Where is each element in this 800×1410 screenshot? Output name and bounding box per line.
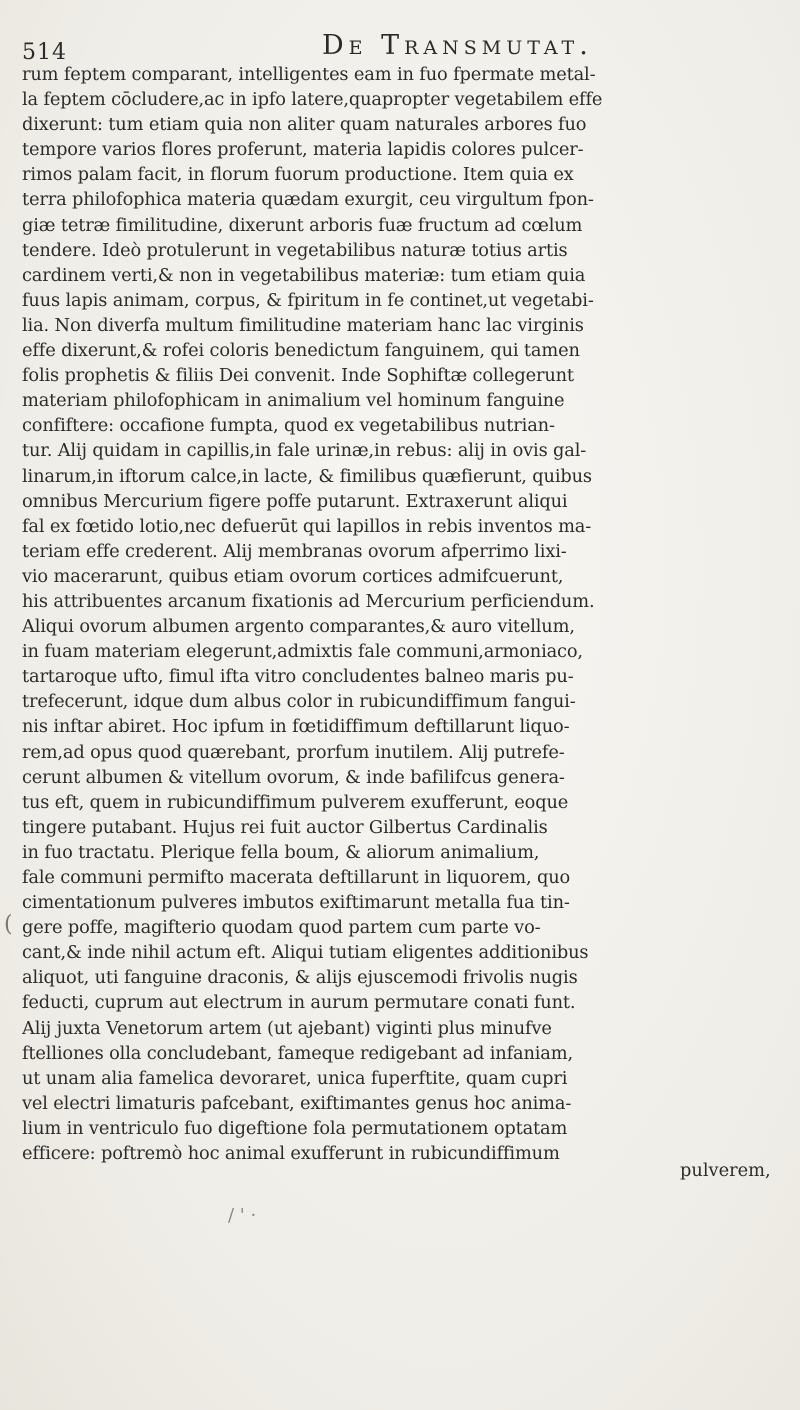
text-line: vio macerarunt, quibus etiam ovorum cortices admifcuerunt, — [22, 565, 564, 587]
text-line: terra philofophica materia quædam exurgit, ceu virgultum fpon- — [22, 189, 594, 211]
text-line: linarum,in iftorum calce,in lacte, & fimilibus quæfierunt, quibus — [22, 465, 592, 487]
text-line: materiam philofophicam in animalium vel hominum fanguine — [22, 390, 565, 412]
margin-mark: ( — [4, 912, 13, 937]
text-line: folis prophetis & filiis Dei convenit. Inde Sophiftæ collegerunt — [22, 365, 574, 387]
text-line: ftelliones olla concludebant, fameque redigebant ad infaniam, — [22, 1042, 573, 1064]
text-line: tur. Alij quidam in capillis,in fale urinæ,in rebus: alij in ovis gal- — [22, 440, 587, 462]
text-line: in fuo tractatu. Plerique fella boum, & aliorum animalium, — [22, 841, 540, 863]
text-line: giæ tetræ fimilitudine, dixerunt arboris fuæ fructum ad cœlum — [22, 214, 583, 236]
text-line: teriam effe crederent. Alij membranas ovorum afperrimo lixi- — [22, 540, 567, 562]
text-line: Aliqui ovorum albumen argento comparantes,& auro vitellum, — [22, 616, 575, 638]
text-line: aliquot, uti fanguine draconis, & alijs ejuscemodi frivolis nugis — [22, 967, 578, 989]
text-line: tus eft, quem in rubicundiffimum pulverem exufferunt, eoque — [22, 791, 569, 813]
text-line: gere poffe, magifterio quodam quod partem cum parte vo- — [22, 917, 541, 939]
text-line: cant,& inde nihil actum eft. Aliqui tutiam eligentes additionibus — [22, 942, 589, 964]
text-line: dixerunt: tum etiam quia non aliter quam naturales arbores fuo — [22, 114, 587, 136]
catchword: pulverem, — [680, 1160, 771, 1181]
stray-mark: / ' · — [228, 1205, 257, 1226]
text-line: fale communi permifto macerata deftillarunt in liquorem, quo — [22, 867, 571, 888]
text-line: tartaroque ufto, fimul ifta vitro concludentes balneo maris pu- — [22, 666, 574, 688]
text-line: ut unam alia famelica devoraret, unica fuperftite, quam cupri — [22, 1067, 568, 1089]
text-body — [22, 62, 784, 1166]
text-line: nis inftar abiret. Hoc ipfum in fœtidiffimum deftillarunt liquo- — [22, 716, 570, 738]
text-line: fuus lapis animam, corpus, & fpiritum in fe continet,ut vegetabi- — [22, 289, 594, 311]
text-line: cimentationum pulveres imbutos exiftimarunt metalla fua tin- — [22, 892, 570, 914]
text-line: in fuam materiam elegerunt,admixtis fale communi,armoniaco, — [22, 641, 583, 663]
text-line: his attribuentes arcanum fixationis ad Mercurium perficiendum. — [22, 590, 595, 612]
text-line: tingere putabant. Hujus rei fuit auctor Gilbertus Cardinalis — [22, 816, 548, 838]
text-line: trefecerunt, idque dum albus color in rubicundiffimum fangui- — [22, 691, 576, 713]
text-line: lium in ventriculo fuo digeftione fola permutationem optatam — [22, 1117, 568, 1139]
text-line: confiftere: occafione fumpta, quod ex vegetabilibus nutrian- — [22, 415, 555, 437]
running-title: De Transmutat. — [322, 30, 593, 61]
text-line: rum feptem comparant, intelligentes eam in fuo fpermate metal- — [22, 64, 596, 85]
text-line: cerunt albumen & vitellum ovorum, & inde bafilifcus genera- — [22, 766, 565, 788]
text-line: effe dixerunt,& rofei coloris benedictum fanguinem, qui tamen — [22, 340, 580, 362]
text-line: rimos palam facit, in florum fuorum productione. Item quia ex — [22, 164, 574, 186]
text-line: la feptem cōcludere,ac in ipfo latere,quapropter vegetabilem effe — [22, 89, 603, 111]
text-line: cardinem verti,& non in vegetabilibus materiæ: tum etiam quia — [22, 264, 586, 286]
text-line: efficere: poftremò hoc animal exufferunt in rubicundiffimum — [22, 1143, 560, 1165]
text-line: feducti, cuprum aut electrum in aurum permutare conati funt. — [22, 992, 576, 1014]
text-line: omnibus Mercurium figere poffe putarunt. Extraxerunt aliqui — [22, 490, 568, 512]
text-line: vel electri limaturis pafcebant, exiftimantes genus hoc anima- — [22, 1092, 572, 1114]
text-line: fal ex fœtido lotio,nec defuerūt qui lapillos in rebis inventos ma- — [22, 515, 592, 537]
text-line: rem,ad opus quod quærebant, prorfum inutilem. Alij putrefe- — [22, 741, 565, 763]
text-line: lia. Non diverfa multum fimilitudine materiam hanc lac virginis — [22, 314, 584, 336]
page-number: 514 — [22, 40, 67, 65]
text-line: tendere. Ideò protulerunt in vegetabilibus naturæ totius artis — [22, 239, 568, 261]
text-line: tempore varios flores proferunt, materia lapidis colores pulcer- — [22, 139, 584, 161]
text-line: Alij juxta Venetorum artem (ut ajebant) viginti plus minufve — [22, 1017, 552, 1039]
